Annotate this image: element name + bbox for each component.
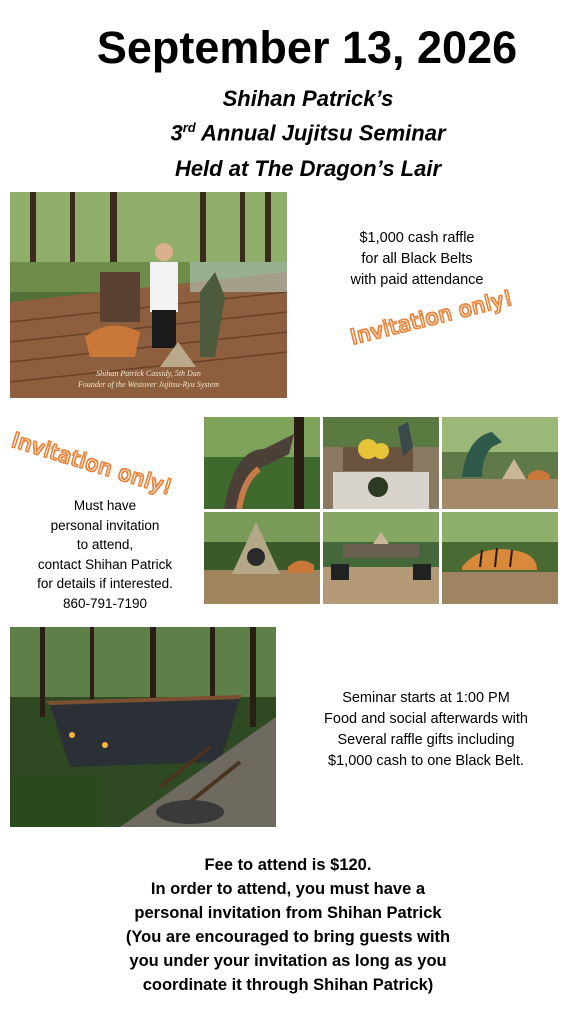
host-title: Shihan Patrick’s [222,86,394,111]
pyramid-display-photo [442,417,558,509]
invitation-line: Must have [73,498,137,513]
fee-line: personal invitation from Shihan Patrick [134,904,442,922]
ordinal-suffix: rd [182,120,196,135]
triangle-emblem-photo [204,512,320,604]
seminar-line: Seminar starts at 1:00 PM [342,690,510,706]
raffle-line: with paid attendance [350,272,484,288]
seminar-title [0,120,576,146]
raffle-line: $1,000 cash raffle [359,230,475,246]
ordinal-number: 3 [170,120,183,146]
invitation-only-stamp-left: Invitation only! [8,428,176,500]
fee-line: In order to attend, you must have a [150,880,426,898]
shihan-photo [10,192,287,398]
seminar-line: $1,000 cash to one Black Belt. [328,753,524,769]
photo-caption-title: Founder of the Westover Jujitsu-Ryu System [77,380,220,389]
koi-fountain-photo [323,417,439,509]
altar-photo [323,512,439,604]
fee-info [20,853,556,997]
invitation-line: contact Shihan Patrick [37,556,173,572]
event-date: September 13, 2026 [96,22,518,73]
invitation-line: personal invitation [50,517,160,533]
dojo-floor-photo [10,627,276,827]
seminar-line: Several raffle gifts including [337,732,515,748]
raffle-line: for all Black Belts [361,251,473,267]
invitation-info [12,496,198,613]
dragon-statue-photo [204,417,320,509]
fee-line: Fee to attend is $120. [204,856,372,874]
venue-title: Held at The Dragon’s Lair [174,156,442,181]
seminar-name: Annual Jujitsu Seminar [195,120,446,146]
raffle-info [312,228,522,291]
fee-line: (You are encouraged to bring guests with [125,928,451,946]
invitation-only-stamp-right: Invitation only! [348,285,516,350]
seminar-line: Food and social afterwards with [324,711,528,727]
fee-line: you under your invitation as long as you [129,952,447,970]
photo-caption-name: Shihan Patrick Cassidy, 5th Dan [96,369,201,378]
seminar-details [290,688,562,772]
invitation-line: for details if interested. [37,576,173,591]
fee-line: coordinate it through Shihan Patrick) [142,976,434,994]
tiger-statue-photo [442,512,558,604]
invitation-line: to attend, [76,537,134,552]
phone-number: 860-791-7190 [62,595,148,611]
